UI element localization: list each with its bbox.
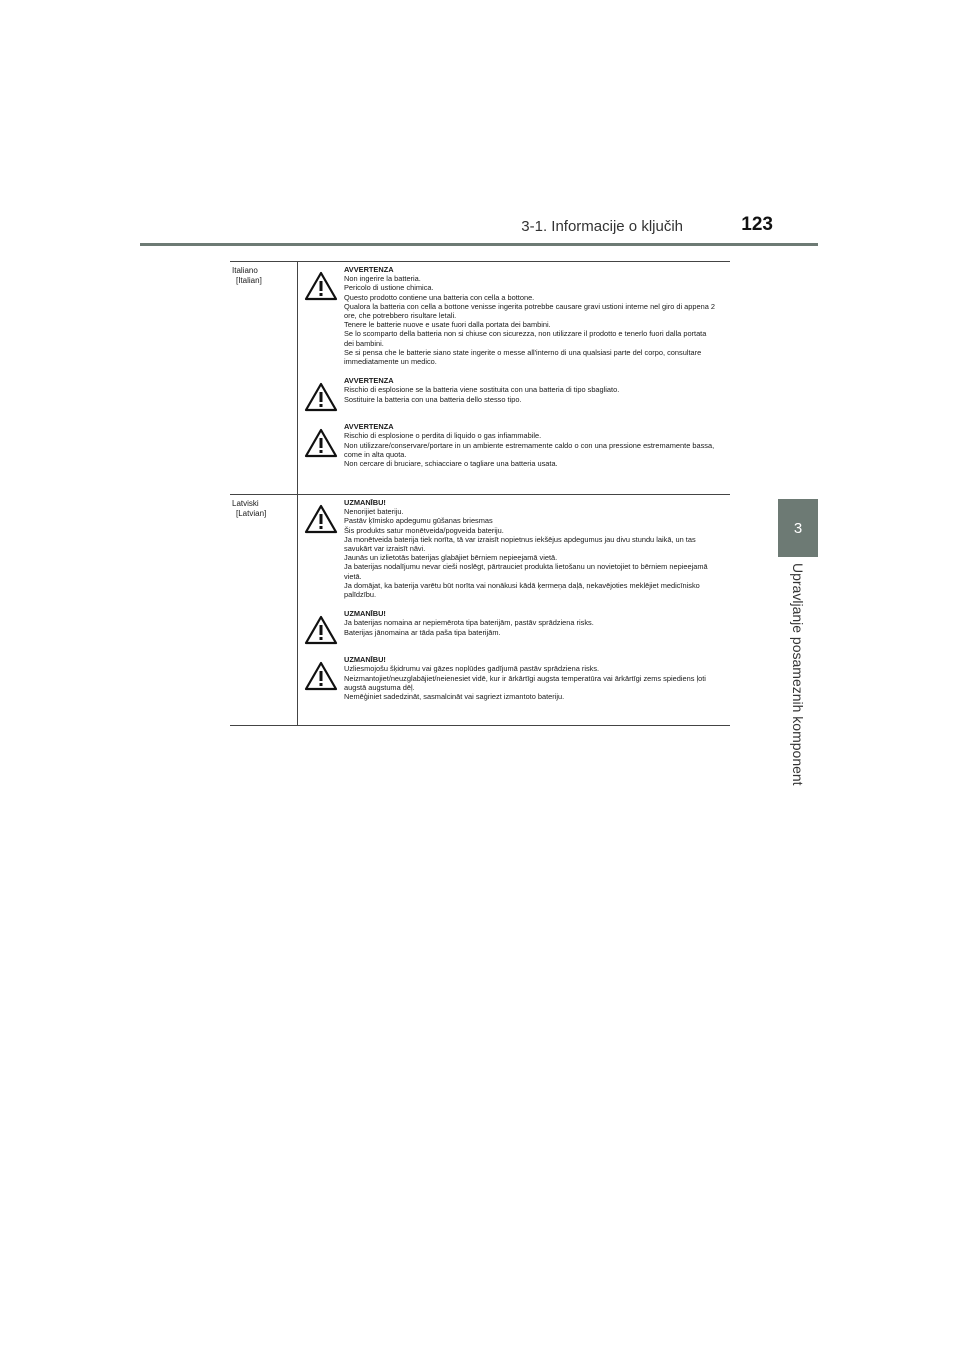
warning-line: Questo prodotto contiene una batteria con cella a bottone. — [344, 292, 535, 302]
warning-block — [298, 609, 730, 645]
warning-triangle-icon — [298, 265, 344, 366]
warning-line: Baterijas jānomaina ar tāda paša tipa baterijām. — [344, 627, 501, 637]
warning-line: Qualora la batteria con cella a bottone venisse ingerita potrebbe causare gravi ustioni interne nel giro di appena 2 — [344, 301, 716, 311]
language-cell — [230, 495, 298, 725]
chapter-tab — [778, 499, 818, 557]
warning-text — [344, 265, 730, 366]
language-native: Italiano — [232, 266, 258, 275]
warning-block — [298, 655, 730, 701]
warnings-cell — [298, 262, 730, 494]
language-english: [Italian] — [236, 276, 262, 285]
warning-line: Ja baterijas nomaina ar nepiemērota tipa baterijām, pastāv sprādziena risks. — [344, 618, 594, 628]
warning-line: Non ingerire la batteria. — [344, 274, 421, 284]
warning-title: UZMANĪBU! — [344, 655, 386, 665]
warning-line: Rischio di esplosione o perdita di liquido o gas infiammabile. — [344, 431, 542, 441]
warning-text — [344, 376, 730, 412]
warning-block — [298, 498, 730, 599]
warning-title: AVVERTENZA — [344, 422, 394, 432]
warning-line: Nemēģiniet sadedzināt, sasmalcināt vai sagriezt izmantoto bateriju. — [344, 692, 565, 702]
warning-line: Pericolo di ustione chimica. — [344, 283, 434, 293]
warning-line: Pastāv ķīmisko apdegumu gūšanas briesmas — [344, 516, 493, 526]
language-cell — [230, 262, 298, 494]
warning-line: Nenorijiet bateriju. — [344, 507, 404, 517]
warning-line: Se lo scomparto della batteria non si chiuse con sicurezza, non utilizzare il prodotto e tenerlo fuori dalla portata — [344, 329, 707, 339]
warning-triangle-icon — [298, 376, 344, 412]
warning-text — [344, 422, 730, 468]
warning-line: vietā. — [344, 571, 362, 581]
warning-title: AVVERTENZA — [344, 376, 394, 386]
chapter-title: Upravljanje posameznih komponent — [790, 563, 806, 786]
warning-line: augstā augstuma dēļ. — [344, 682, 415, 692]
page-number: 123 — [741, 214, 773, 235]
warning-text — [344, 609, 730, 645]
warning-line: Neizmantojiet/neuzglabājiet/neienesiet vidē, kur ir ārkārtīgi augsta temperatūra vai ārkārtīgi zems spiediens ļoti — [344, 673, 706, 683]
warning-line: dei bambini. — [344, 338, 384, 348]
warning-text — [344, 498, 730, 599]
language-english: [Latvian] — [236, 509, 267, 518]
warning-line: savukārt var izraisīt nāvi. — [344, 544, 426, 554]
warning-title: AVVERTENZA — [344, 265, 394, 274]
table-row-italian — [230, 262, 730, 495]
warning-line: Ja baterijas nodalījumu nevar cieši noslēgt, pārtrauciet produkta lietošanu un novietojiet to bērniem nepieejamā — [344, 562, 708, 572]
warning-line: Non utilizzare/conservare/portare in un ambiente estremamente caldo o con una pressione estremamente bassa, — [344, 440, 715, 450]
header-rule — [140, 243, 818, 246]
warning-block — [298, 422, 730, 468]
warning-block — [298, 376, 730, 412]
warning-line: Uzliesmojošu šķidrumu vai gāzes noplūdes gadījumā pastāv sprādziena risks. — [344, 664, 600, 674]
warning-block — [298, 265, 730, 366]
warning-text — [344, 655, 730, 701]
warning-line: Tenere le batterie nuove e usate fuori dalla portata dei bambini. — [344, 320, 551, 330]
warning-line: ore, che potrebbero risultare letali. — [344, 311, 457, 321]
warning-title: UZMANĪBU! — [344, 609, 386, 619]
warning-line: Ja monētveida baterija tiek norīta, tā var izraisīt nopietnus iekšējus apdegumus jau divu stundu laikā, un tas — [344, 534, 696, 544]
warning-line: Sostituire la batteria con una batteria dello stesso tipo. — [344, 394, 522, 404]
warning-line: Non cercare di bruciare, schiacciare o tagliare una batteria usata. — [344, 459, 558, 469]
warning-line: Rischio di esplosione se la batteria viene sostituita con una batteria di tipo sbagliato. — [344, 385, 620, 395]
warning-line: palīdzību. — [344, 590, 377, 600]
warning-line: Se si pensa che le batterie siano state ingerite o messe all'interno di una qualsiasi parte del corpo, consultare — [344, 347, 702, 357]
warning-line: come in alta quota. — [344, 449, 407, 459]
warning-line: Šis produkts satur monētveida/pogveida bateriju. — [344, 525, 504, 535]
warning-table — [230, 261, 730, 726]
warning-line: Jaunās un izlietotās baterijas glabājiet bērniem nepieejamā vietā. — [344, 553, 558, 563]
table-row-latvian — [230, 495, 730, 726]
warning-triangle-icon — [298, 609, 344, 645]
language-native: Latviski — [232, 499, 259, 508]
warnings-cell — [298, 495, 730, 725]
warning-line: Ja domājat, ka baterija varētu būt norīta vai nonākusi kādā ķermeņa daļā, nekavējoties meklējiet medicīnisko — [344, 580, 700, 590]
section-title: 3-1. Informacije o ključih — [521, 218, 683, 235]
warning-triangle-icon — [298, 655, 344, 701]
warning-triangle-icon — [298, 422, 344, 468]
warning-title: UZMANĪBU! — [344, 498, 386, 507]
chapter-number: 3 — [793, 519, 803, 537]
warning-line: immediatamente un medico. — [344, 357, 437, 367]
warning-triangle-icon — [298, 498, 344, 599]
